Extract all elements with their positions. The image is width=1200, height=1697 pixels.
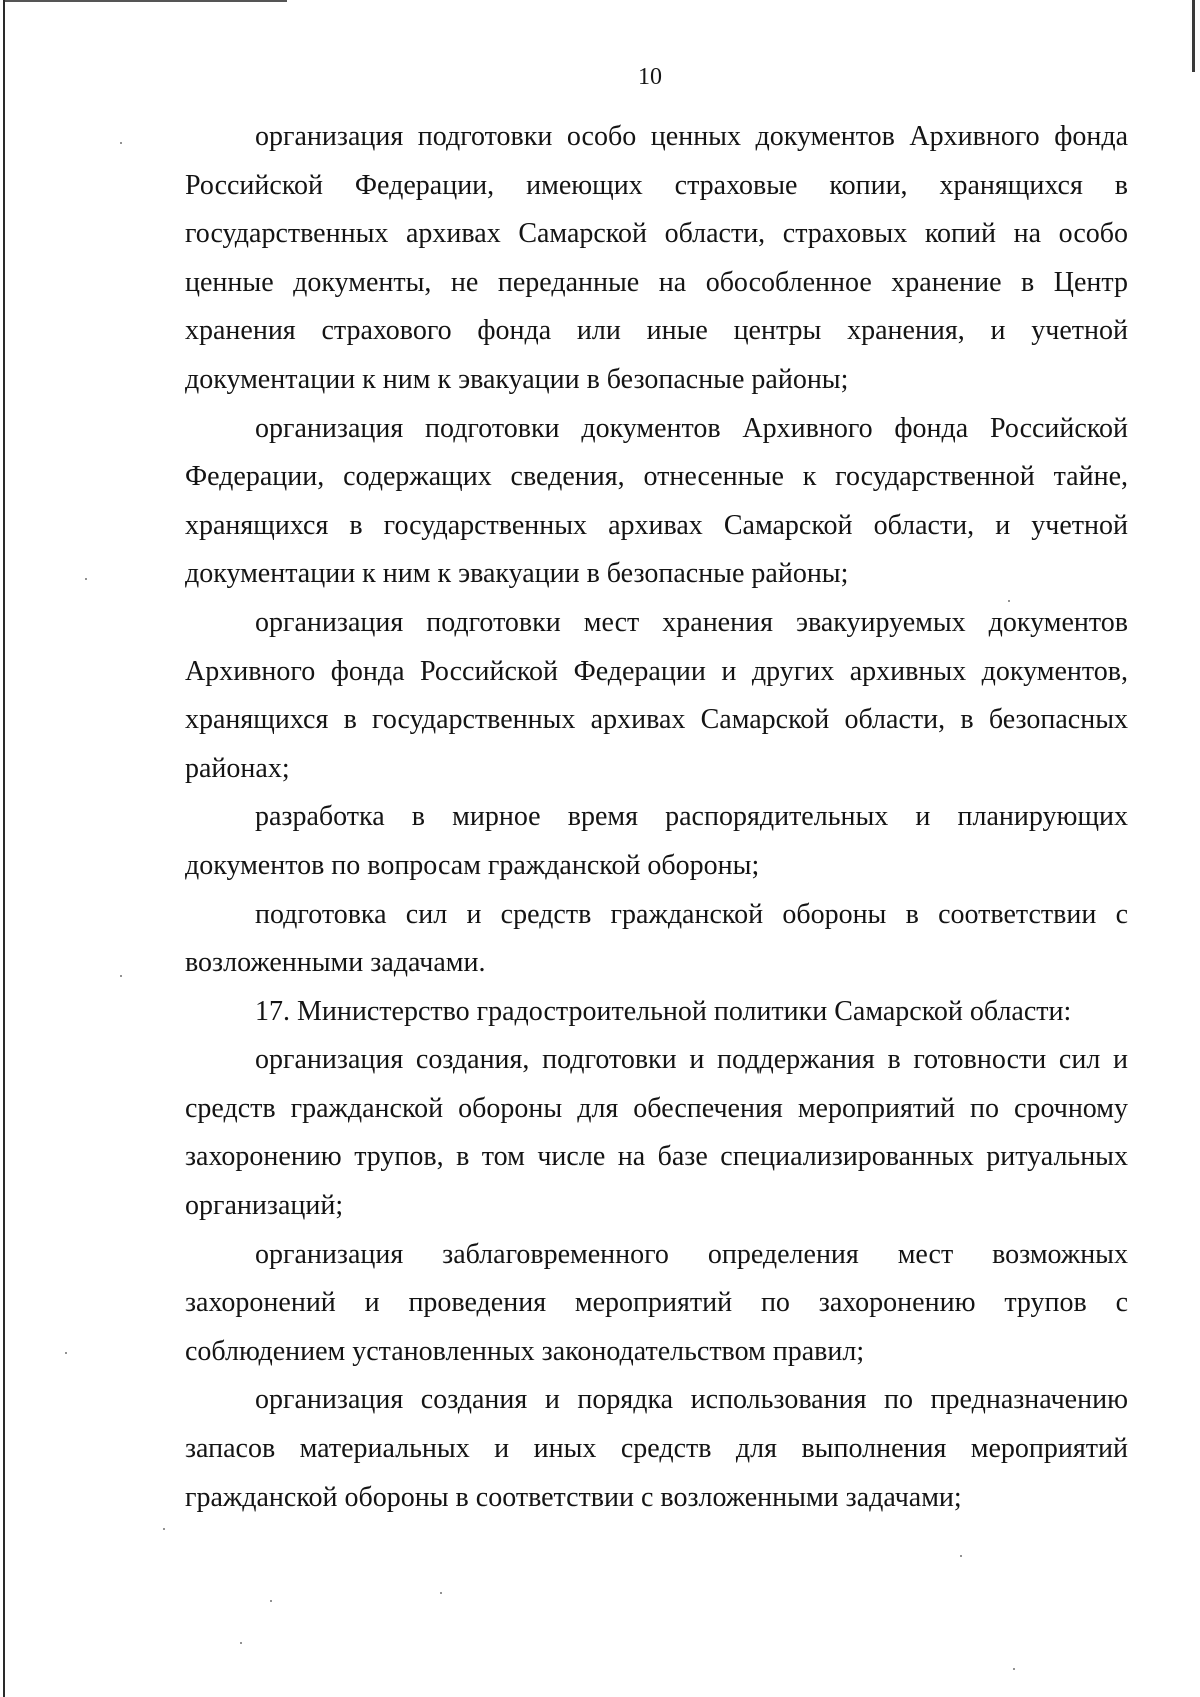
scan-speck: [120, 975, 122, 977]
page-number: 10: [638, 64, 662, 90]
scan-speck: [120, 142, 122, 144]
scan-left-edge: [3, 0, 5, 1697]
scan-speck: [960, 1555, 962, 1557]
scan-top-edge: [5, 0, 287, 2]
paragraph: организация создания, подготовки и поддержания в готовности сил и средств гражданской обороны для обеспечения мероприятий по срочному захоронению трупов, в том числе на базе специализированных ритуальных организаций;: [185, 1044, 1128, 1222]
scan-speck: [163, 1528, 165, 1530]
paragraph: подготовка сил и средств гражданской обороны в соответствии с возложенными задачами.: [185, 898, 1128, 979]
scan-speck: [440, 1592, 442, 1594]
scan-speck: [240, 1642, 242, 1644]
scan-speck: [1013, 1668, 1015, 1670]
paragraph: организация подготовки мест хранения эвакуируемых документов Архивного фонда Российской Федерации и других архивных документов, хранящихся в государственных архивах Самарской области, в безопасных районах;: [185, 606, 1128, 784]
scan-speck: [1008, 600, 1010, 602]
scan-right-edge: [1192, 0, 1195, 72]
document-body: [185, 113, 1128, 1522]
paragraph: организация создания и порядка использования по предназначению запасов материальных и иных средств для выполнения мероприятий гражданской обороны в соответствии с возложенными задачами;: [185, 1384, 1128, 1513]
section-heading: 17. Министерство градостроительной политики Самарской области:: [255, 995, 1072, 1027]
paragraph: организация заблаговременного определения мест возможных захоронений и проведения мероприятий по захоронению трупов с соблюдением установленных законодательством правил;: [185, 1238, 1128, 1367]
paragraph: организация подготовки особо ценных документов Архивного фонда Российской Федерации, имеющих страховые копии, хранящихся в государственных архивах Самарской области, страховых копий на особо ценные документы, не переданные на обособленное хранение в Центр хранения страхового фонда или иные центры хранения, и учетной документации к ним к эвакуации в безопасные районы;: [185, 121, 1128, 395]
paragraph: организация подготовки документов Архивного фонда Российской Федерации, содержащих сведения, отнесенные к государственной тайне, хранящихся в государственных архивах Самарской области, и учетной документации к ним к эвакуации в безопасные районы;: [185, 412, 1128, 590]
scan-speck: [85, 578, 87, 580]
paragraph: разработка в мирное время распорядительных и планирующих документов по вопросам гражданской обороны;: [185, 801, 1128, 881]
scan-speck: [270, 1600, 272, 1602]
scan-speck: [65, 1352, 67, 1354]
